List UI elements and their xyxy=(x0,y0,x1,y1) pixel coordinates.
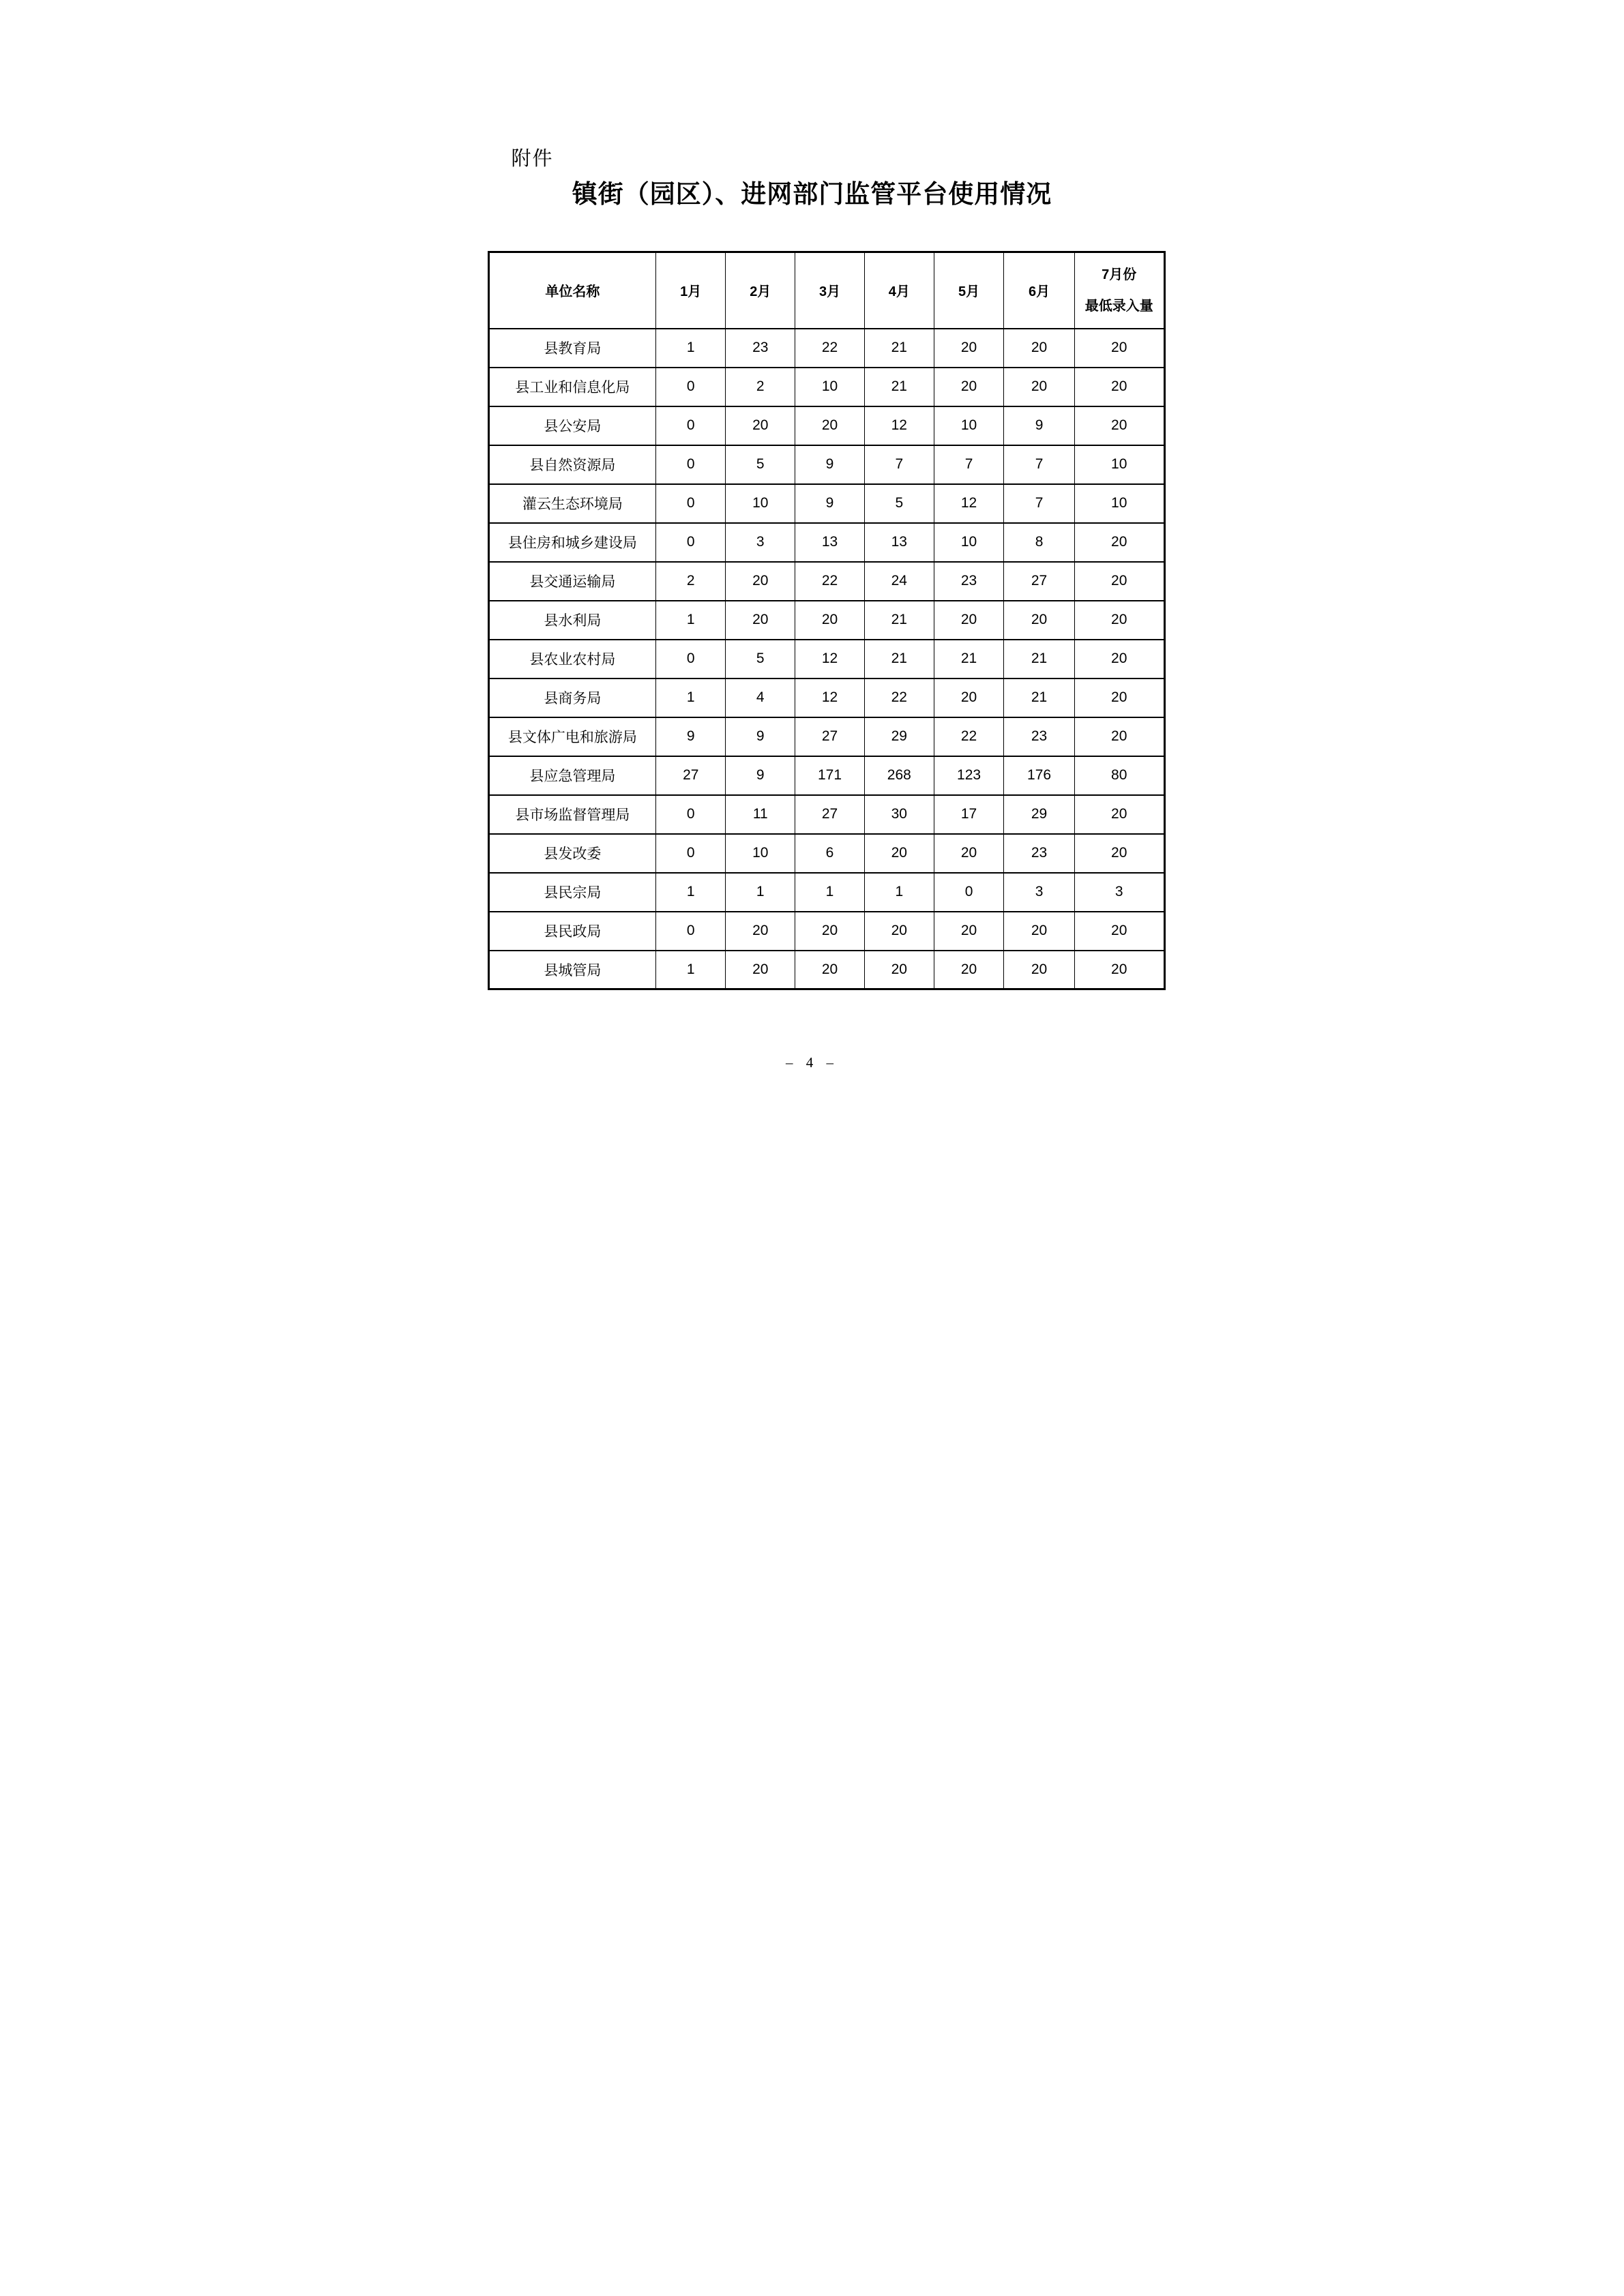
value-cell: 10 xyxy=(934,406,1003,445)
value-cell: 12 xyxy=(795,679,864,717)
value-cell: 20 xyxy=(795,951,864,989)
value-cell: 20 xyxy=(1004,368,1075,406)
value-cell: 0 xyxy=(934,873,1003,912)
value-cell: 0 xyxy=(656,523,726,562)
value-cell: 0 xyxy=(656,912,726,951)
value-cell: 20 xyxy=(795,406,864,445)
value-cell: 27 xyxy=(656,756,726,795)
value-cell: 12 xyxy=(795,640,864,679)
value-cell: 20 xyxy=(1074,329,1164,368)
value-cell: 20 xyxy=(1004,329,1075,368)
unit-name-cell: 县住房和城乡建设局 xyxy=(488,523,656,562)
value-cell: 0 xyxy=(656,445,726,484)
table-row xyxy=(488,717,1164,756)
value-cell: 10 xyxy=(795,368,864,406)
table-body xyxy=(488,329,1164,989)
col-header-july-minimum xyxy=(1074,252,1164,329)
value-cell: 20 xyxy=(1074,717,1164,756)
value-cell: 27 xyxy=(795,717,864,756)
unit-name-cell: 县教育局 xyxy=(488,329,656,368)
col-header-month-3: 3月 xyxy=(795,252,864,329)
value-cell: 123 xyxy=(934,756,1003,795)
table-row xyxy=(488,329,1164,368)
value-cell: 20 xyxy=(1074,368,1164,406)
value-cell: 23 xyxy=(934,562,1003,601)
value-cell: 10 xyxy=(1074,484,1164,523)
value-cell: 1 xyxy=(864,873,934,912)
table-row xyxy=(488,756,1164,795)
unit-name-cell: 县水利局 xyxy=(488,601,656,640)
value-cell: 0 xyxy=(656,484,726,523)
value-cell: 20 xyxy=(1074,406,1164,445)
value-cell: 20 xyxy=(795,912,864,951)
table-row xyxy=(488,484,1164,523)
value-cell: 20 xyxy=(1004,951,1075,989)
value-cell: 3 xyxy=(726,523,795,562)
table-row xyxy=(488,406,1164,445)
table-row xyxy=(488,445,1164,484)
table-row xyxy=(488,562,1164,601)
value-cell: 20 xyxy=(934,368,1003,406)
value-cell: 27 xyxy=(795,795,864,834)
col-header-month-6: 6月 xyxy=(1004,252,1075,329)
value-cell: 20 xyxy=(1074,795,1164,834)
value-cell: 20 xyxy=(934,601,1003,640)
table-row xyxy=(488,951,1164,989)
july-header-line2: 最低录入量 xyxy=(1084,298,1153,314)
table-row xyxy=(488,834,1164,873)
value-cell: 9 xyxy=(726,756,795,795)
value-cell: 268 xyxy=(864,756,934,795)
value-cell: 1 xyxy=(656,329,726,368)
value-cell: 6 xyxy=(795,834,864,873)
value-cell: 171 xyxy=(795,756,864,795)
value-cell: 27 xyxy=(1004,562,1075,601)
value-cell: 9 xyxy=(795,445,864,484)
value-cell: 23 xyxy=(1004,834,1075,873)
value-cell: 176 xyxy=(1004,756,1075,795)
value-cell: 20 xyxy=(1074,523,1164,562)
col-header-month-5: 5月 xyxy=(934,252,1003,329)
value-cell: 9 xyxy=(656,717,726,756)
value-cell: 24 xyxy=(864,562,934,601)
value-cell: 12 xyxy=(934,484,1003,523)
value-cell: 80 xyxy=(1074,756,1164,795)
value-cell: 0 xyxy=(656,834,726,873)
unit-name-cell: 县公安局 xyxy=(488,406,656,445)
value-cell: 1 xyxy=(656,873,726,912)
value-cell: 20 xyxy=(726,912,795,951)
value-cell: 20 xyxy=(726,562,795,601)
usage-table xyxy=(488,251,1166,990)
value-cell: 23 xyxy=(1004,717,1075,756)
value-cell: 5 xyxy=(864,484,934,523)
document-page xyxy=(407,0,1218,1148)
value-cell: 21 xyxy=(1004,640,1075,679)
value-cell: 17 xyxy=(934,795,1003,834)
value-cell: 21 xyxy=(864,601,934,640)
value-cell: 0 xyxy=(656,795,726,834)
value-cell: 7 xyxy=(1004,484,1075,523)
value-cell: 29 xyxy=(1004,795,1075,834)
value-cell: 7 xyxy=(934,445,1003,484)
value-cell: 20 xyxy=(934,834,1003,873)
value-cell: 1 xyxy=(795,873,864,912)
unit-name-cell: 县文体广电和旅游局 xyxy=(488,717,656,756)
value-cell: 20 xyxy=(1074,601,1164,640)
value-cell: 29 xyxy=(864,717,934,756)
value-cell: 3 xyxy=(1074,873,1164,912)
value-cell: 20 xyxy=(795,601,864,640)
value-cell: 20 xyxy=(1074,679,1164,717)
unit-name-cell: 县民宗局 xyxy=(488,873,656,912)
table-row xyxy=(488,601,1164,640)
unit-name-cell: 县工业和信息化局 xyxy=(488,368,656,406)
value-cell: 20 xyxy=(1074,640,1164,679)
value-cell: 1 xyxy=(656,601,726,640)
value-cell: 13 xyxy=(864,523,934,562)
col-header-month-1: 1月 xyxy=(656,252,726,329)
value-cell: 21 xyxy=(864,329,934,368)
unit-name-cell: 灌云生态环境局 xyxy=(488,484,656,523)
value-cell: 23 xyxy=(726,329,795,368)
value-cell: 20 xyxy=(1074,562,1164,601)
value-cell: 11 xyxy=(726,795,795,834)
unit-name-cell: 县交通运输局 xyxy=(488,562,656,601)
col-header-unit-name: 单位名称 xyxy=(488,252,656,329)
table-row xyxy=(488,912,1164,951)
value-cell: 21 xyxy=(934,640,1003,679)
value-cell: 9 xyxy=(795,484,864,523)
value-cell: 20 xyxy=(1004,912,1075,951)
col-header-month-2: 2月 xyxy=(726,252,795,329)
value-cell: 20 xyxy=(864,951,934,989)
value-cell: 10 xyxy=(934,523,1003,562)
value-cell: 21 xyxy=(864,368,934,406)
value-cell: 20 xyxy=(726,601,795,640)
unit-name-cell: 县农业农村局 xyxy=(488,640,656,679)
value-cell: 7 xyxy=(864,445,934,484)
value-cell: 30 xyxy=(864,795,934,834)
value-cell: 4 xyxy=(726,679,795,717)
value-cell: 10 xyxy=(1074,445,1164,484)
value-cell: 20 xyxy=(934,912,1003,951)
value-cell: 0 xyxy=(656,406,726,445)
value-cell: 2 xyxy=(656,562,726,601)
value-cell: 9 xyxy=(1004,406,1075,445)
value-cell: 20 xyxy=(726,406,795,445)
table-row xyxy=(488,679,1164,717)
value-cell: 20 xyxy=(864,912,934,951)
value-cell: 9 xyxy=(726,717,795,756)
july-header-line1: 7月份 xyxy=(1102,267,1137,282)
value-cell: 5 xyxy=(726,640,795,679)
value-cell: 2 xyxy=(726,368,795,406)
unit-name-cell: 县市场监督管理局 xyxy=(488,795,656,834)
value-cell: 3 xyxy=(1004,873,1075,912)
value-cell: 12 xyxy=(864,406,934,445)
value-cell: 20 xyxy=(1074,834,1164,873)
table-row xyxy=(488,368,1164,406)
value-cell: 0 xyxy=(656,640,726,679)
page-number: – 4 – xyxy=(786,1054,838,1071)
value-cell: 20 xyxy=(1074,951,1164,989)
value-cell: 20 xyxy=(934,679,1003,717)
value-cell: 10 xyxy=(726,834,795,873)
value-cell: 1 xyxy=(656,679,726,717)
table-row xyxy=(488,873,1164,912)
table-header xyxy=(488,252,1164,329)
table-row xyxy=(488,523,1164,562)
value-cell: 20 xyxy=(864,834,934,873)
value-cell: 21 xyxy=(1004,679,1075,717)
page-title: 镇街（园区）、进网部门监管平台使用情况 xyxy=(572,181,1052,209)
table-row xyxy=(488,640,1164,679)
value-cell: 20 xyxy=(726,951,795,989)
value-cell: 7 xyxy=(1004,445,1075,484)
col-header-month-4: 4月 xyxy=(864,252,934,329)
value-cell: 20 xyxy=(1004,601,1075,640)
value-cell: 1 xyxy=(656,951,726,989)
unit-name-cell: 县城管局 xyxy=(488,951,656,989)
value-cell: 21 xyxy=(864,640,934,679)
value-cell: 8 xyxy=(1004,523,1075,562)
value-cell: 13 xyxy=(795,523,864,562)
value-cell: 5 xyxy=(726,445,795,484)
unit-name-cell: 县商务局 xyxy=(488,679,656,717)
value-cell: 20 xyxy=(934,951,1003,989)
attachment-label: 附件 xyxy=(511,148,554,170)
value-cell: 0 xyxy=(656,368,726,406)
value-cell: 22 xyxy=(795,562,864,601)
table-row xyxy=(488,795,1164,834)
july-header-block xyxy=(1075,268,1164,313)
header-row xyxy=(488,252,1164,329)
unit-name-cell: 县自然资源局 xyxy=(488,445,656,484)
unit-name-cell: 县应急管理局 xyxy=(488,756,656,795)
value-cell: 22 xyxy=(795,329,864,368)
value-cell: 22 xyxy=(864,679,934,717)
value-cell: 10 xyxy=(726,484,795,523)
unit-name-cell: 县民政局 xyxy=(488,912,656,951)
value-cell: 22 xyxy=(934,717,1003,756)
value-cell: 1 xyxy=(726,873,795,912)
value-cell: 20 xyxy=(1074,912,1164,951)
value-cell: 20 xyxy=(934,329,1003,368)
unit-name-cell: 县发改委 xyxy=(488,834,656,873)
